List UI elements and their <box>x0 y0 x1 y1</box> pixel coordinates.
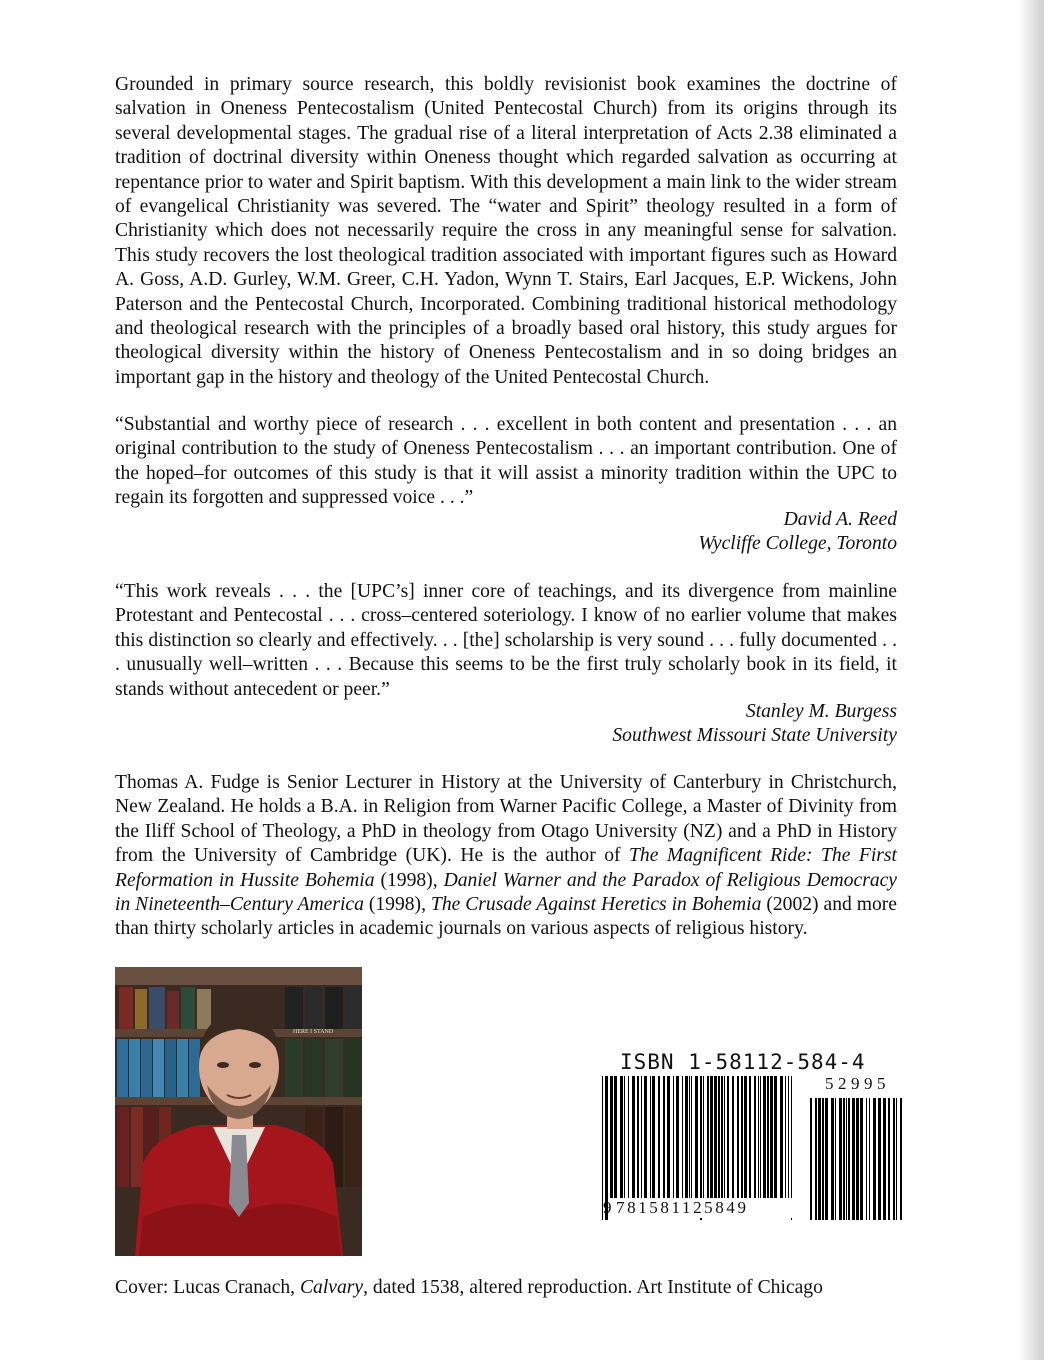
barcode-bar <box>760 1076 761 1198</box>
review-quote-burgess: “This work reveals . . . the [UPC’s] inner core of teachings, and its divergence from mainline Protestant and Pentecostal . . . cross–centered soteriology. I know of no earlier volume that makes this distinction so clearly and effectively. . . [the] scholarship is very sound . . . fully documented . . . unusually well–written . . . Because this seems to be the first truly scholarly book in its field, it stands without antecedent or peer.” <box>115 581 897 700</box>
barcode-bar <box>893 1098 895 1220</box>
bio-book-title: Daniel Warner and the Paradox of Religious Democracy in Nineteenth–Century America <box>115 869 898 916</box>
ean-first-digit: 9 <box>603 1198 612 1217</box>
addon-barcode-bars <box>808 1076 908 1221</box>
barcode-bar <box>754 1076 756 1198</box>
review-attribution-reed <box>115 508 897 557</box>
barcode-bar <box>721 1076 723 1198</box>
barcode-bar <box>691 1076 692 1198</box>
reviewer-affiliation: Southwest Missouri State University <box>612 725 897 747</box>
barcode-bar <box>714 1076 717 1198</box>
barcode-bar <box>695 1076 698 1198</box>
barcode-bar <box>825 1098 828 1220</box>
barcode-bar <box>624 1076 625 1198</box>
barcode-bar <box>663 1076 665 1198</box>
book-description: Grounded in primary source research, this boldly revisionist book examines the doctrine of salvation in Oneness Pentecostalism (United Pentecostal Church) from its origins through its several developmental stages. The gradual rise of a literal interpretation of Acts 2.38 eliminated a tradition of doctrinal diversity within Oneness thought which regarded salvation as occurring at repentance prior to water and Spirit baptism. With this development a main link to the wider stream of evangelical Christianity was severed. The “water and Spirit” theology resulted in a form of Christianity which does not necessarily require the cross in any meaningful sense for salvation. This study recovers the lost theological tradition associated with important figures such as Howard A. Goss, A.D. Gurley, W.M. Greer, C.H. Yadon, Wynn T. Stairs, Earl Jacques, E.P. Wickens, John Paterson and the Pentecostal Church, Incorporated. Combining traditional historical methodology and theological research with the principles of a broadly based oral history, this study argues for theological diversity within the history of Oneness Pentecostalism and in so doing bridges an important gap in the history and theology of the United Pentecostal Church. <box>115 74 897 388</box>
book-spine-label: HERE I STAND <box>293 1029 334 1035</box>
reviewer-name: David A. Reed <box>783 509 897 530</box>
barcode-bar <box>732 1076 734 1198</box>
barcode-bar <box>676 1076 679 1198</box>
barcode-bar <box>741 1076 743 1198</box>
barcode-bar <box>689 1076 690 1198</box>
barcode-bar <box>780 1076 783 1198</box>
bio-book-title: The Crusade Against Heretics in Bohemia <box>430 894 762 916</box>
review-attribution-burgess <box>115 700 897 749</box>
barcode-bar <box>737 1076 739 1198</box>
barcode-bar <box>652 1076 655 1198</box>
barcode-bar <box>710 1076 713 1198</box>
page-edge-shadow <box>1018 0 1044 1360</box>
barcode-bar <box>846 1098 847 1220</box>
barcode-bar <box>632 1076 635 1198</box>
barcode-bar <box>749 1076 751 1198</box>
barcode-bar <box>658 1076 660 1198</box>
barcode-bar <box>650 1076 651 1198</box>
barcode-bar <box>852 1098 855 1220</box>
isbn-label: ISBN 1-58112-584-4 <box>620 1050 866 1074</box>
barcode-bar <box>848 1098 850 1220</box>
cover-credit-suffix: , dated 1538, altered reproduction. Art Institute of Chicago <box>363 1277 823 1298</box>
barcode-bar <box>685 1076 688 1198</box>
barcode-bar <box>610 1076 613 1198</box>
barcode-bar <box>835 1098 836 1220</box>
barcode-bar <box>641 1076 642 1198</box>
barcode-bar <box>896 1098 897 1220</box>
barcode-bar <box>644 1076 647 1198</box>
barcode-bar <box>900 1098 902 1220</box>
bio-book-title: The Magnificent Ride: The First Reformation in Hussite Bohemia <box>115 845 897 891</box>
barcode-bar <box>788 1076 789 1198</box>
bio-text-end: (2002) and more than thirty scholarly articles in academic journals on various aspects of religious history. <box>115 894 897 940</box>
cover-artwork-title: Calvary <box>299 1277 364 1298</box>
reviewer-name: Stanley M. Burgess <box>745 701 897 722</box>
barcode-bar <box>822 1098 824 1220</box>
cover-credit-prefix: Cover: Lucas Cranach, <box>115 1277 300 1298</box>
reviewer-affiliation: Wycliffe College, Toronto <box>698 533 897 555</box>
barcode-bar <box>883 1098 886 1220</box>
barcode-bar <box>744 1076 747 1198</box>
bio-text-start: Thomas A. Fudge is Senior Lecturer in History at the University of Canterbury in Christchurch, New Zealand. He holds a B.A. in Religion from Warner Pacific College, a Master of Divinity from the Iliff School of Theology, a PhD in theology from Otago University (NZ) and a PhD in History from the University of Cambridge (UK). He is the author of <box>115 772 897 867</box>
author-photo <box>115 967 362 1256</box>
barcode-bar <box>839 1098 842 1220</box>
bio-book-year: (1998), <box>363 894 431 916</box>
addon-digits: 52995 <box>825 1074 890 1093</box>
barcode-bar <box>774 1076 777 1198</box>
cover-credit <box>115 1276 915 1300</box>
barcode-bar <box>763 1076 766 1198</box>
barcode-bar <box>758 1076 759 1198</box>
barcode-bar <box>770 1076 773 1198</box>
barcode-bar <box>707 1076 709 1198</box>
bio-book-year: (1998), <box>374 869 444 891</box>
barcode-bar <box>620 1076 623 1198</box>
barcode-bar <box>667 1076 670 1198</box>
barcode-bar <box>815 1098 817 1220</box>
barcode-bar <box>831 1098 834 1220</box>
barcode-bar <box>810 1098 812 1220</box>
barcode-bar <box>767 1076 769 1198</box>
barcode-bar <box>718 1076 720 1198</box>
barcode-bar <box>628 1076 629 1198</box>
barcode-bar <box>614 1076 617 1198</box>
barcode-bar <box>866 1098 867 1220</box>
barcode-bar <box>873 1098 876 1220</box>
barcode-bar <box>843 1098 845 1220</box>
barcode-bar <box>856 1098 859 1220</box>
barcode-bar <box>673 1076 674 1198</box>
barcode-bar <box>727 1076 729 1198</box>
isbn-barcode <box>600 1076 910 1226</box>
ean-digits: 781581125849 <box>616 1198 792 1218</box>
barcode-bar <box>888 1098 890 1220</box>
barcode-bar <box>724 1076 725 1198</box>
barcode-bar <box>860 1098 863 1220</box>
author-bio <box>115 771 897 942</box>
barcode-bar <box>818 1098 821 1220</box>
barcode-bar <box>869 1098 870 1220</box>
barcode-bar <box>785 1076 786 1198</box>
barcode-bar <box>637 1076 639 1198</box>
review-quote-reed: “Substantial and worthy piece of research . . . excellent in both content and presentation . . . an original contribution to the study of Oneness Pentecostalism . . . an important contribution. One of the hoped–for outcomes of this study is that it will assist a minority tradition within the UPC to regain its forgotten and suppressed voice . . .” <box>115 414 897 509</box>
barcode-bar <box>703 1076 704 1198</box>
barcode-bar <box>878 1098 881 1220</box>
barcode-bar <box>682 1076 683 1198</box>
